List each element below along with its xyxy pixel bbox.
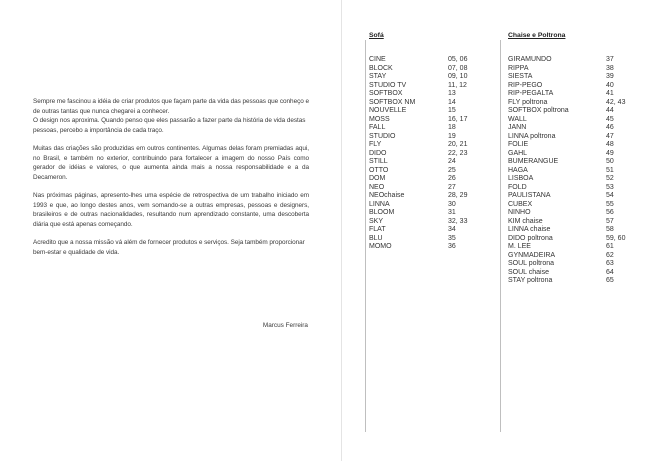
sofa-heading: Sofá [369,32,384,39]
page-numbers: 36 [448,243,456,250]
product-name: DOM [369,175,386,182]
product-name: OTTO [369,166,389,174]
product-name: HAGA [508,166,528,174]
product-name: LISBOA [508,175,534,182]
product-name: STUDIO TV [369,81,407,89]
product-name: SOUL chaise [508,268,549,276]
page-numbers: 05, 06 [448,56,468,63]
index-row [369,90,497,99]
index-row [369,218,497,227]
product-name: SOFTBOX [369,90,403,97]
product-name: FALL [369,124,386,131]
index-row [369,184,497,193]
index-row [369,141,497,150]
product-name: NEOchaise [369,192,405,199]
index-row [508,175,648,184]
page-numbers: 28, 29 [448,192,468,199]
index-row [369,235,497,244]
product-name: STILL [369,158,388,165]
product-name: FLAT [369,226,386,233]
page-numbers: 62 [606,251,614,259]
product-name: BLOOM [369,209,395,216]
index-row [508,65,648,74]
page-numbers: 49 [606,149,614,157]
product-name: LINNA poltrona [508,132,556,140]
index-row [369,73,497,82]
product-name: SIESTA [508,73,533,80]
index-row [508,56,648,65]
page-numbers: 59, 60 [606,234,626,242]
index-row [369,243,497,252]
product-name: CUBEX [508,200,533,208]
product-name: LINNA [369,200,390,208]
intro-paragraph-1: Sempre me fascinou a idéia de criar produtos que façam parte da vida das pessoas que conheço e de outras tantas que nunca chegarei a conhecer. O design nos aproxima. Quando penso que eles passarão a fazer parte da história de vida destas pessoas, percebo a importância de cada traço. [33,98,309,134]
page-numbers: 27 [448,183,456,191]
page-numbers: 44 [606,107,614,114]
sofa-index-list [369,56,497,252]
index-row [369,56,497,65]
index-row [508,184,648,193]
product-name: SOFTBOX NM [369,98,416,106]
page-numbers: 09, 10 [448,73,468,80]
page-numbers: 22, 23 [448,149,468,157]
index-row [369,99,497,108]
index-row [369,192,497,201]
index-row [369,226,497,235]
page-numbers: 30 [448,200,456,208]
product-name: SOFTBOX poltrona [508,107,569,114]
index-row [508,90,648,99]
index-row [508,133,648,142]
index-row [508,167,648,176]
index-row [508,218,648,227]
page-numbers: 07, 08 [448,64,468,72]
index-row [369,124,497,133]
page-numbers: 13 [448,90,456,97]
product-name: LINNA chaise [508,226,551,233]
product-name: NOUVELLE [369,107,407,114]
page-spread-divider [341,0,342,461]
page-numbers: 61 [606,243,614,250]
index-row [508,150,648,159]
index-row [508,73,648,82]
page-numbers: 56 [606,209,614,216]
index-row [369,107,497,116]
index-row [508,192,648,201]
product-name: PAULISTANA [508,192,551,199]
page-numbers: 26 [448,175,456,182]
index-row [508,277,648,286]
page-numbers: 54 [606,192,614,199]
index-row [369,167,497,176]
index-row [508,209,648,218]
intro-paragraph-2: Muitas das criações são produzidas em outros continentes. Algumas delas foram premiadas aqui, no Brasil, e também no exterior, contribuindo para fortalecer a imagem do nosso País como gerador de idéias e valores, o que aumenta ainda mais a nossa responsabilidade e a da Decameron. [33,144,309,181]
page-numbers: 11, 12 [448,81,467,89]
page-numbers: 24 [448,158,456,165]
page-numbers: 47 [606,132,614,140]
index-row [369,158,497,167]
column-rule-right [500,40,501,432]
index-row [508,141,648,150]
index-row [508,235,648,244]
page-numbers: 52 [606,175,614,182]
index-row [369,133,497,142]
chaise-heading: Chaise e Poltrona [508,32,566,39]
product-name: GIRAMUNDO [508,56,552,63]
page-numbers: 18 [448,124,456,131]
index-row [508,201,648,210]
page-numbers: 55 [606,200,614,208]
index-row [508,226,648,235]
index-row [508,82,648,91]
product-name: MOSS [369,115,390,123]
product-name: FOLIE [508,141,529,148]
page-numbers: 19 [448,132,456,140]
index-row [369,150,497,159]
index-row [508,124,648,133]
page-numbers: 37 [606,56,614,63]
page-numbers: 31 [448,209,456,216]
index-row [369,209,497,218]
page-numbers: 46 [606,124,614,131]
product-name: NEO [369,183,385,191]
product-name: STAY poltrona [508,277,553,284]
page-numbers: 45 [606,115,614,123]
product-name: JANN [508,124,527,131]
product-name: FOLD [508,183,527,191]
product-name: BLOCK [369,64,393,72]
page-numbers: 38 [606,64,614,72]
page-numbers: 50 [606,158,614,165]
page-numbers: 51 [606,166,614,174]
page-numbers: 65 [606,277,614,284]
page-numbers: 25 [448,166,456,174]
product-name: STUDIO [369,132,396,140]
product-name: RIP-PEGALTA [508,90,554,97]
index-row [508,107,648,116]
index-row [369,175,497,184]
product-name: M. LEE [508,243,531,250]
product-name: MOMO [369,243,392,250]
product-name: RIPPA [508,64,529,72]
product-name: GAHL [508,149,528,157]
index-row [508,158,648,167]
signature: Marcus Ferreira [262,322,308,329]
page-numbers: 63 [606,260,614,267]
page-numbers: 42, 43 [606,98,626,106]
index-row [369,82,497,91]
product-name: BLU [369,234,383,242]
page-numbers: 48 [606,141,614,148]
index-row [508,260,648,269]
product-name: KIM chaise [508,217,543,225]
page-numbers: 20, 21 [448,141,468,148]
page-numbers: 41 [606,90,614,97]
page-numbers: 57 [606,217,614,225]
product-name: FLY [369,141,382,148]
product-name: DIDO poltrona [508,234,553,242]
intro-paragraph-3: Nas próximas páginas, apresento-lhes uma espécie de retrospectiva de um trabalho iniciado em 1993 e que, ao longo destes anos, vem somando-se a outras empresas, pessoas e designers, brasileiros e de outras nacionalidades, resultando num aprendizado constante, uma descoberta diária que está apenas começando. [33,191,309,228]
index-row [369,116,497,125]
index-row [508,269,648,278]
index-row [369,201,497,210]
index-row [508,99,648,108]
page-numbers: 58 [606,226,614,233]
index-row [369,65,497,74]
product-name: DIDO [369,149,387,157]
product-name: NINHO [508,209,531,216]
product-name: FLY poltrona [508,98,548,106]
intro-paragraph-4: Acredito que a nossa missão vá além de fornecer produtos e serviços. Seja também proporcionar bem-estar e qualidade de vida. [33,238,305,256]
page-numbers: 35 [448,234,456,242]
product-name: WALL [508,115,527,123]
chaise-index-list [508,56,648,286]
intro-text [33,97,309,266]
page-numbers: 15 [448,107,456,114]
product-name: GYNMADEIRA [508,251,556,259]
page-numbers: 39 [606,73,614,80]
page-numbers: 32, 33 [448,217,468,225]
product-name: CINE [369,56,386,63]
index-row [508,116,648,125]
product-name: SKY [369,217,384,225]
page-numbers: 34 [448,226,456,233]
product-name: STAY [369,73,387,80]
product-name: SOUL poltrona [508,260,555,267]
index-row [508,252,648,261]
product-name: BUMERANGUE [508,158,559,165]
index-row [508,243,648,252]
page-numbers: 40 [606,81,614,89]
page-numbers: 16, 17 [448,115,468,123]
product-name: RIP-PEGO [508,81,543,89]
page-numbers: 53 [606,183,614,191]
page-numbers: 64 [606,268,614,276]
column-rule-left [365,40,366,432]
page-numbers: 14 [448,98,456,106]
